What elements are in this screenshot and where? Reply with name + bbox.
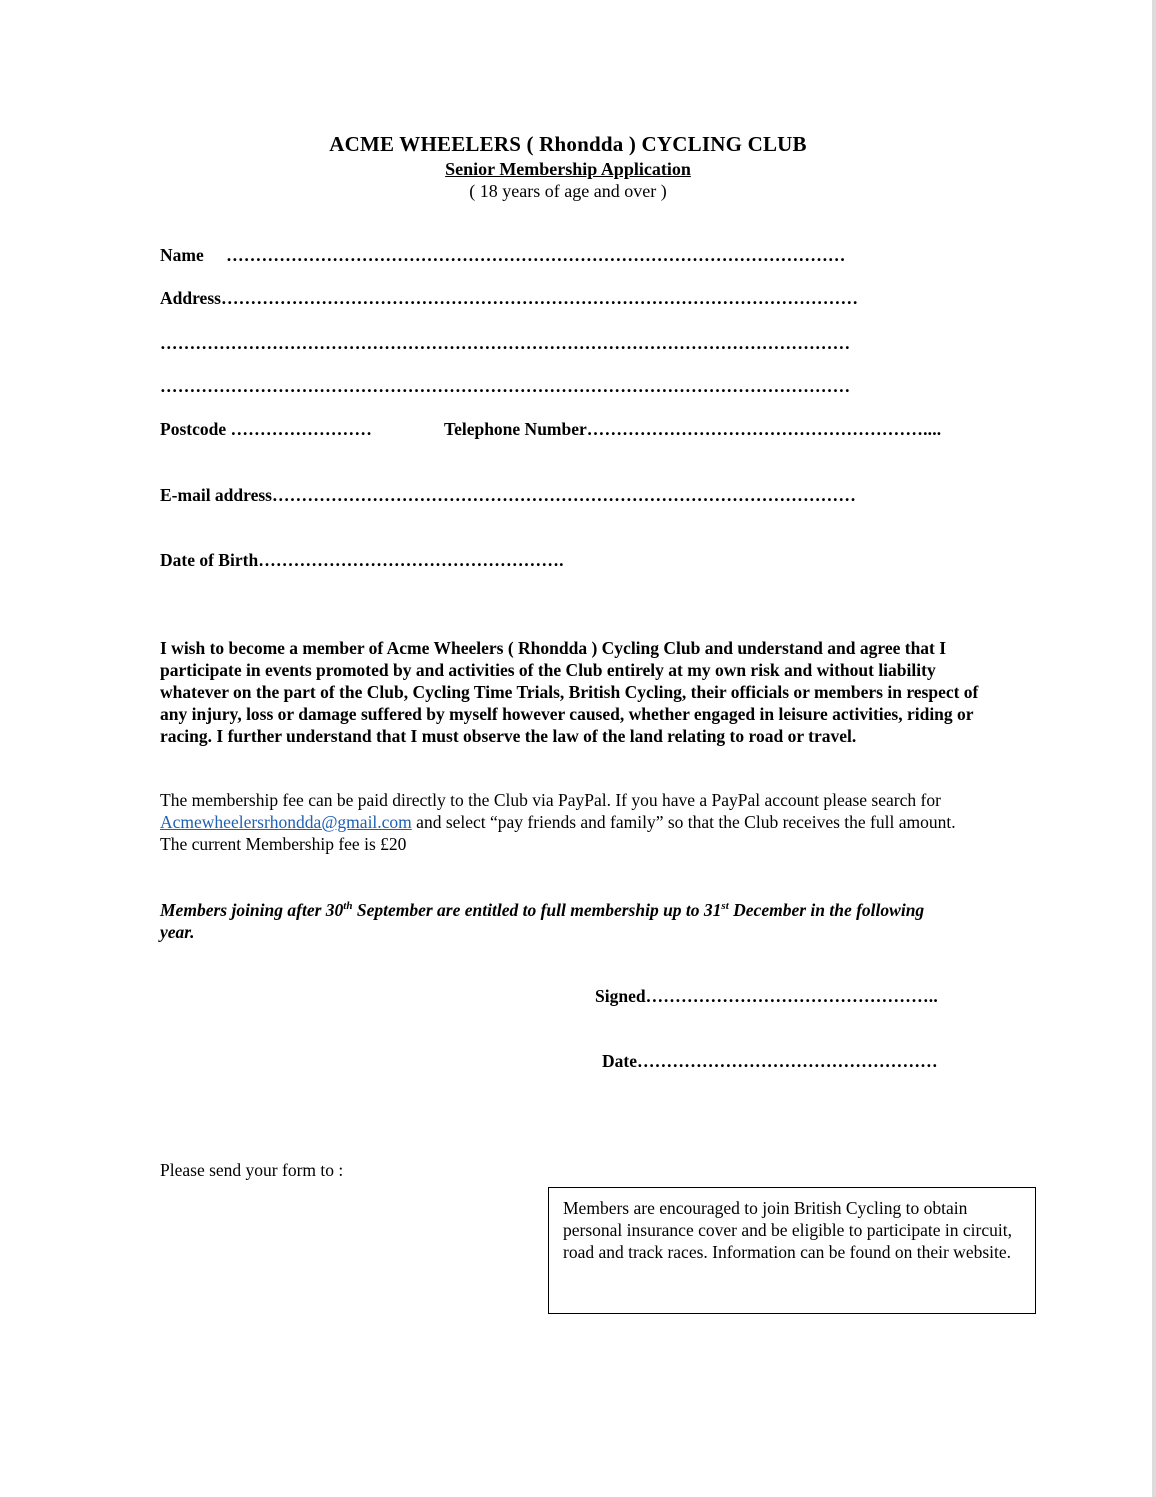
email-label: E-mail address bbox=[160, 485, 272, 505]
form-subtitle: ( 18 years of age and over ) bbox=[469, 181, 667, 201]
dob-row bbox=[160, 550, 564, 571]
dob-label: Date of Birth bbox=[160, 550, 259, 570]
signed-field[interactable]: ………………………………………….. bbox=[645, 986, 938, 1006]
dob-field[interactable]: ……………………………………………. bbox=[258, 550, 564, 570]
signed-label: Signed bbox=[595, 986, 646, 1006]
late-note-part: Members joining after 30 bbox=[160, 900, 344, 920]
club-email-link[interactable]: Acmewheelersrhondda@gmail.com bbox=[160, 812, 412, 832]
email-row bbox=[160, 485, 856, 506]
date-row bbox=[602, 1051, 938, 1072]
name-label: Name bbox=[160, 245, 204, 265]
telephone-field[interactable]: ………………………………………………….... bbox=[586, 419, 942, 439]
declaration-text: I wish to become a member of Acme Wheelers ( Rhondda ) Cycling Club and understand and agree that I participate in events promoted by and activities of the Club entirely at my own risk and without liability whatever on the part of the Club, Cycling Time Trials, British Cycling, their officials or members in respect of any injury, loss or damage suffered by myself however caused, whether engaged in leisure activities, riding or racing. I further understand that I must observe the law of the land relating to road or travel. bbox=[160, 638, 979, 746]
email-field[interactable]: ……………………………………………………………………………………… bbox=[271, 485, 857, 505]
postcode-field[interactable]: …………………… bbox=[230, 419, 373, 439]
address-line-2-field[interactable]: ……………………………………………………………………………………………………… bbox=[160, 333, 851, 353]
page-edge bbox=[1152, 0, 1156, 1497]
name-row bbox=[160, 245, 846, 266]
send-form-to: Please send your form to : bbox=[160, 1160, 344, 1180]
address-row bbox=[160, 288, 858, 309]
date-field[interactable]: …………………………………………… bbox=[636, 1051, 938, 1071]
name-field[interactable]: …………………………………………………………………………………………… bbox=[226, 245, 846, 265]
postcode-label: Postcode bbox=[160, 419, 227, 439]
date-label: Date bbox=[602, 1051, 637, 1071]
address-field[interactable]: ……………………………………………………………………………………………… bbox=[220, 288, 859, 308]
telephone-label: Telephone Number bbox=[444, 419, 587, 439]
ordinal-suffix: st bbox=[721, 900, 729, 913]
membership-fee: The current Membership fee is £20 bbox=[160, 834, 407, 854]
payment-text: The membership fee can be paid directly to the Club via PayPal. If you have a PayPal account please search for bbox=[160, 790, 941, 810]
late-note-part: September are entitled to full membership up to 31 bbox=[352, 900, 722, 920]
late-note-part: December in the following year. bbox=[160, 900, 925, 942]
telephone-row bbox=[444, 419, 941, 440]
british-cycling-info-box: Members are encouraged to join British Cycling to obtain personal insurance cover and be eligible to participate in circuit, road and track races. Information can be found on their website. bbox=[548, 1187, 1036, 1314]
signed-row bbox=[595, 986, 938, 1007]
payment-text-end: and select “pay friends and family” so that the Club receives the full amount. bbox=[416, 812, 956, 832]
payment-info bbox=[160, 789, 990, 855]
form-title: Senior Membership Application bbox=[445, 159, 691, 179]
ordinal-suffix: th bbox=[343, 900, 353, 913]
late-joining-note bbox=[160, 899, 960, 943]
club-title: ACME WHEELERS ( Rhondda ) CYCLING CLUB bbox=[329, 132, 807, 156]
address-label: Address bbox=[160, 288, 221, 308]
postcode-row bbox=[160, 419, 372, 440]
address-line-3-field[interactable]: ……………………………………………………………………………………………………… bbox=[160, 376, 851, 396]
